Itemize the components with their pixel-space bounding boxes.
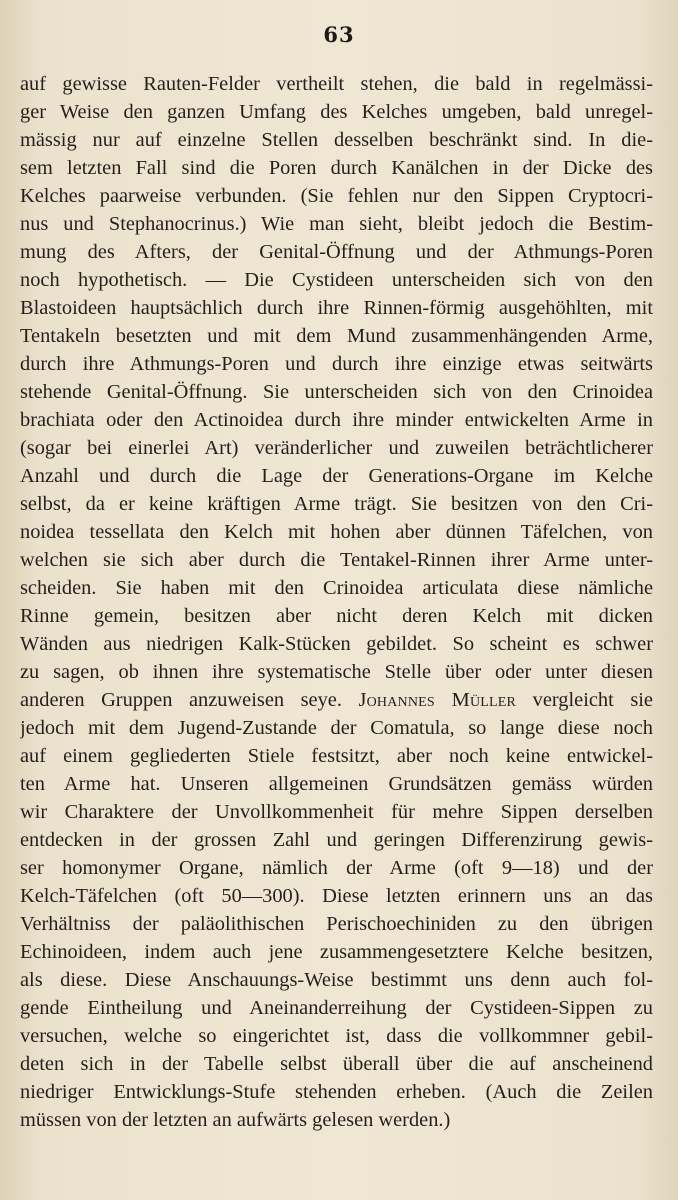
text-line-with-author xyxy=(20,686,653,714)
page-number: 63 xyxy=(323,22,355,47)
text-line: noidea tessellata den Kelch mit hohen aber dünnen Täfelchen, von xyxy=(20,521,653,543)
text-line: ger Weise den ganzen Umfang des Kelches umgeben, bald unregel- xyxy=(20,101,653,123)
text-line: Blastoideen hauptsächlich durch ihre Rinnen-förmig ausgehöhlten, mit xyxy=(20,297,653,319)
text-segment: vergleicht sie xyxy=(532,689,653,711)
text-line: stehende Genital-Öffnung. Sie unterscheiden sich von den Crinoidea xyxy=(20,381,653,403)
text-line: Wänden aus niedrigen Kalk-Stücken gebildet. So scheint es schwer xyxy=(20,633,653,655)
text-line: Echinoideen, indem auch jene zusammengesetztere Kelche besitzen, xyxy=(20,941,653,963)
text-line: ten Arme hat. Unseren allgemeinen Grundsätzen gemäss würden xyxy=(20,773,653,795)
text-line: selbst, da er keine kräftigen Arme trägt. Sie besitzen von den Cri- xyxy=(20,493,653,515)
text-segment: anderen Gruppen anzuweisen seye. xyxy=(20,689,342,711)
text-line: Anzahl und durch die Lage der Generations-Organe im Kelche xyxy=(20,465,653,487)
text-line: entdecken in der grossen Zahl und geringen Differenzirung gewis- xyxy=(20,829,653,851)
text-line: ser homonymer Organe, nämlich der Arme (oft 9—18) und der xyxy=(20,857,653,879)
text-line: brachiata oder den Actinoidea durch ihre minder entwickelten Arme in xyxy=(20,409,653,431)
text-line: jedoch mit dem Jugend-Zustande der Comatula, so lange diese noch xyxy=(20,717,653,739)
text-line: mässig nur auf einzelne Stellen desselben beschränkt sind. In die- xyxy=(20,129,653,151)
text-line: durch ihre Athmungs-Poren und durch ihre einzige etwas seitwärts xyxy=(20,353,653,375)
text-line: (sogar bei einerlei Art) veränderlicher und zuweilen beträchtlicherer xyxy=(20,437,653,459)
text-line: sem letzten Fall sind die Poren durch Kanälchen in der Dicke des xyxy=(20,157,653,179)
text-line: wir Charaktere der Unvollkommenheit für mehre Sippen derselben xyxy=(20,801,653,823)
text-line: deten sich in der Tabelle selbst überall über die auf anscheinend xyxy=(20,1053,653,1075)
text-line: Tentakeln besetzten und mit dem Mund zusammenhängenden Arme, xyxy=(20,325,653,347)
text-line: welchen sie sich aber durch die Tentakel-Rinnen ihrer Arme unter- xyxy=(20,549,653,571)
text-line: zu sagen, ob ihnen ihre systematische Stelle über oder unter diesen xyxy=(20,661,653,683)
text-line: niedriger Entwicklungs-Stufe stehenden erheben. (Auch die Zeilen xyxy=(20,1081,653,1103)
text-line: gende Eintheilung und Aneinanderreihung der Cystideen-Sippen zu xyxy=(20,997,653,1019)
body-text xyxy=(20,70,653,1134)
text-line: noch hypothetisch. — Die Cystideen unterscheiden sich von den xyxy=(20,269,653,291)
text-line: auf einem gegliederten Stiele festsitzt, aber noch keine entwickel- xyxy=(20,745,653,767)
text-line: Verhältniss der paläolithischen Perischoechiniden zu den übrigen xyxy=(20,913,653,935)
text-line: müssen von der letzten an aufwärts gelesen werden.) xyxy=(20,1109,451,1131)
text-line: Rinne gemein, besitzen aber nicht deren Kelch mit dicken xyxy=(20,605,653,627)
author-name: Johannes Müller xyxy=(358,689,517,711)
text-line: auf gewisse Rauten-Felder vertheilt stehen, die bald in regelmässi- xyxy=(20,73,653,95)
text-line: mung des Afters, der Genital-Öffnung und der Athmungs-Poren xyxy=(20,241,653,263)
text-line: scheiden. Sie haben mit den Crinoidea articulata diese nämliche xyxy=(20,577,653,599)
text-line: Kelches paarweise verbunden. (Sie fehlen nur den Sippen Cryptocri- xyxy=(20,185,653,207)
text-line: Kelch-Täfelchen (oft 50—300). Diese letzten erinnern uns an das xyxy=(20,885,653,907)
text-line: als diese. Diese Anschauungs-Weise bestimmt uns denn auch fol- xyxy=(20,969,653,991)
text-line: versuchen, welche so eingerichtet ist, dass die vollkommner gebil- xyxy=(20,1025,653,1047)
text-line: nus und Stephanocrinus.) Wie man sieht, bleibt jedoch die Bestim- xyxy=(20,213,653,235)
